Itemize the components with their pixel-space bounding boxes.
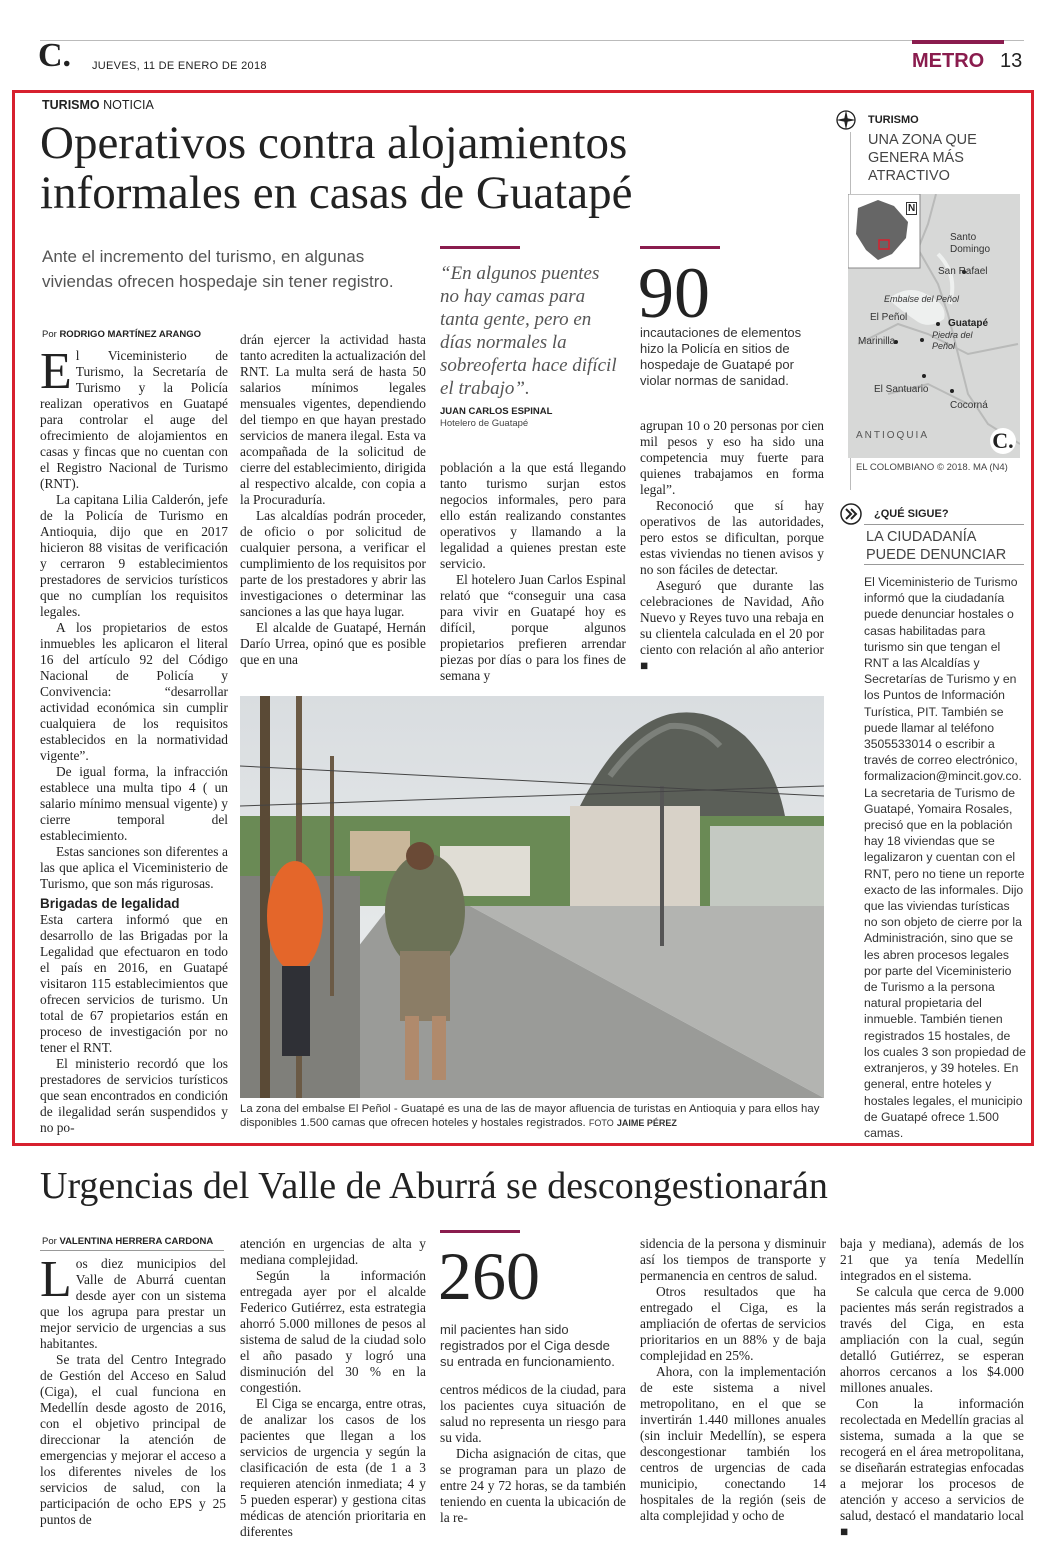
stat-number: 90 [638, 253, 710, 333]
paragraph: Según la información entregada ayer por el alcalde Federico Gutiérrez, esta estrategia ahorró 5.000 millones de pesos al sistema de salud de la ciudad solo el año pasado y logró una disminución del 30 % en la congestión. [240, 1268, 426, 1395]
map-kicker: TURISMO [868, 114, 919, 126]
map-label-antioquia: ANTIOQUIA [856, 430, 930, 441]
paragraph: El hotelero Juan Carlos Espinal relató que “conseguir una casa para vivir en Guatapé hoy es difícil, porque algunos propietarios prefieren arrendar piezas por días o para los fines de semana y [440, 572, 626, 683]
map-label-embalse: Embalse del Peñol [884, 294, 960, 304]
map-label-marinilla: Marinilla [858, 336, 896, 347]
next-body-paragraph-2: La secretaria de Turismo de Guatapé, Yomaira Rosales, precisó que en la población hay 18 viviendas que se legalizaron y cuentan con el RNT, pero no tiene un reporte exacto de las informales. Dijo que las viviendas turísticas no son objeto de cierre por la Administración, sino que se les abren procesos legales por parte del Viceministerio de Turismo a la persona natural propietaria del inmueble. También tienen registrados 15 hostales, de los cuales 3 son propiedad de extranjeros, y 39 hoteles. En general, entre hoteles y hostales legales, el municipio de Guatapé ofrece 1.500 camas. [864, 785, 1026, 1140]
paragraph: El Viceministerio de Turismo, la Secretaría de Turismo y la Policía realizan operativos en Guatapé para controlar el auge del ofrecimiento de alojamientos en casas y fincas que no cuentan con el Registro Nacional de Turismo (RNT). [40, 343, 228, 491]
stat-rule [440, 1230, 520, 1233]
paragraph: El Ciga se encarga, entre otras, de analizar los casos de los pacientes que llegan a los servicios de urgencia y según la clasificación de esta (de 1 a 3 requieren atención inmediata; 4 y 5 pueden esperar) y gestiona citas médicas de atención prioritaria en diferentes [240, 1396, 426, 1539]
paragraph: Ahora, con la implementación de este sistema a nivel metropolitano, en el que se invertirán 1.440 millones anuales (sin incluir Medellín), se espera descongestionar también los centros de urgencias de cada municipio, conectando 14 hospitales de la región (seis de alta complejidad y ocho de [640, 1364, 826, 1523]
compass-icon [834, 108, 858, 132]
article-2-stat-text: mil pacientes han sido registrados por el Ciga desde su entrada en funcionamiento. [440, 1322, 615, 1369]
map-north-label: N [908, 203, 916, 214]
next-body [864, 574, 1026, 1141]
paragraph: Reconoció que sí hay operativos de las autoridades, pero estos se dificultan, porque estas viviendas no tienen avisos y no son fáciles de detectar. [640, 498, 824, 577]
article-2-headline: Urgencias del Valle de Aburrá se descongestionarán [40, 1165, 828, 1207]
article-2-column-5 [840, 1236, 1024, 1540]
next-title: LA CIUDADANÍA PUEDE DENUNCIAR [866, 529, 1007, 563]
next-rule [864, 524, 1024, 525]
quote-attribution-role: Hotelero de Guatapé [440, 418, 529, 429]
article-column-4 [640, 418, 824, 674]
drop-cap: E [40, 343, 72, 400]
kicker-section: TURISMO [42, 98, 100, 112]
stat-rule [640, 246, 720, 249]
article-2-stat-number: 260 [438, 1238, 540, 1314]
page-number: 13 [1000, 50, 1023, 72]
map-label-cocorna: Cocorná [950, 400, 988, 411]
header-top-rule [40, 40, 1024, 41]
paragraph: Las alcaldías podrán proceder, de oficio o por solicitud de cualquier persona, a verificar el cumplimiento de los requisitos por parte de los prestadores y abrir las investigaciones o determinar las sanciones a las que haya lugar. [240, 508, 426, 619]
byline-name: RODRIGO MARTÍNEZ ARANGO [59, 329, 202, 340]
article-column-1 [40, 343, 228, 1138]
masthead-logo: C. [38, 37, 72, 74]
section-name: METRO [912, 50, 985, 72]
article-column-3 [440, 460, 626, 684]
paragraph: sidencia de la persona y disminuir así los tiempos de transporte y permanencia en centros de salud. [640, 1236, 826, 1283]
section-tab-bar [912, 40, 1004, 44]
article-2-column-2 [240, 1236, 426, 1540]
map-label-san-rafael: San Rafael [938, 266, 988, 277]
paragraph: El alcalde de Guatapé, Hernán Darío Urrea, opinó que es posible que en una [240, 620, 426, 667]
paragraph: Se trata del Centro Integrado de Gestión del Acceso en Salud (Ciga), el cual funciona en Medellín desde agosto de 2016, con el objetivo principal de direccionar la atención de emergencias y mejorar el acceso a los diferentes niveles de los servicios de salud, con la participación de ocho EPS y 25 puntos de [40, 1352, 226, 1527]
paragraph: atención en urgencias de alta y mediana complejidad. [240, 1236, 426, 1267]
photo-credit: JAIME PÉREZ [616, 1118, 677, 1128]
paragraph: Aseguró que durante las celebraciones de Navidad, Año Nuevo y Reyes tuvo una rebaja en su clientela calculada en el 20 por ciento con relación al año anterior ■ [640, 578, 824, 673]
caption-text: La zona del embalse El Peñol - Guatapé es una de las de mayor afluencia de turistas en Antioquia y para ellos hay disponibles 1.500 camas que ofrecen hoteles y hostales registrados. [240, 1103, 820, 1129]
next-kicker: ¿QUÉ SIGUE? [874, 508, 949, 520]
paragraph: agrupan 10 o 20 personas por cien mil pesos y eso ha sido una competencia muy fuerte para quienes trabajamos en forma legal”. [640, 418, 824, 497]
byline-prefix: Por [42, 1236, 57, 1247]
paragraph: De igual forma, la infracción establece una multa tipo 4 ( un salario mínimo mensual vigente) y cierre temporal del establecimiento. [40, 764, 228, 843]
article-headline [40, 118, 800, 218]
stat-text: incautaciones de elementos hizo la Policía en sitios de hospedaje de Guatapé por violar normas de sanidad. [640, 325, 802, 388]
photo-illustration [240, 696, 824, 1098]
next-steps-box [840, 500, 1026, 1140]
paragraph: Se calcula que cerca de 9.000 pacientes más serán registrados a través del Ciga, en esta ampliación con la cual, según detalló Gutiérrez, se esperan ahorros cercanos a los $4.000 millones anuales. [840, 1284, 1024, 1395]
subhead: Brigadas de legalidad [40, 896, 180, 911]
map-sidebar [834, 104, 1024, 486]
paragraph: población a la que está llegando tanto turismo surjan estos negocios informales, pero para ello están realizando constantes operativos y llamando a la legalidad a quienes prestan este servicio. [440, 460, 626, 571]
paragraph: Estas sanciones son diferentes a las que aplica el Viceministerio de Turismo, que son más rigurosas. [40, 844, 228, 891]
map-label-santo-domingo: Santo Domingo [950, 232, 991, 255]
photo-caption [240, 1102, 824, 1130]
article-2-byline [42, 1236, 213, 1247]
article-2-column-1 [40, 1251, 226, 1528]
map-label-el-santuario: El Santuario [874, 384, 929, 395]
map-label-el-penol: El Peñol [870, 312, 908, 323]
article-2-column-4 [640, 1236, 826, 1524]
paragraph: Dicha asignación de citas, que se programan para un plazo de entre 24 y 72 horas, se da también teniendo en cuenta la ubicación de la re- [440, 1446, 626, 1525]
paragraph: Otros resultados que ha entregado el Ciga, es la ampliación de ofertas de servicios prioritarios en un 88% y de baja complejidad en 25%. [640, 1284, 826, 1363]
map-graphic [848, 194, 1020, 458]
quote-rule [440, 246, 520, 249]
paragraph: centros médicos de la ciudad, para los pacientes cuya situación de salud no representa un riesgo para su vida. [440, 1382, 626, 1445]
article-kicker [42, 98, 154, 112]
paragraph: El ministerio recordó que los prestadores de servicios turísticos que sean encontrados en condición de ilegalidad serán suspendidos y no po- [40, 1056, 228, 1135]
article-deck: Ante el incremento del turismo, en algunas viviendas ofrecen hospedaje sin tener registro. [42, 247, 394, 291]
page-header [0, 0, 1064, 80]
issue-date: JUEVES, 11 DE ENERO DE 2018 [92, 60, 267, 72]
byline [42, 329, 201, 340]
map-credit: EL COLOMBIANO © 2018. MA (N4) [856, 462, 1008, 473]
map-label-guatape: Guatapé [948, 318, 989, 329]
quote-attribution-name: JUAN CARLOS ESPINAL [440, 406, 553, 417]
article-column-2 [240, 332, 426, 668]
byline-prefix: Por [42, 329, 57, 340]
paragraph: drán ejercer la actividad hasta tanto acrediten la actualización del RNT. La multa será de hasta 50 salarios mínimos legales mensuales vigentes, dependiendo del tiempo en que hayan prestado servicios de manera ilegal. Esta va acompañada de la solicitud de cierre del establecimiento, dirigida al respectivo alcalde, con copia a la Procuraduría. [240, 332, 426, 507]
headline-line-2: informales en casas de Guatapé [40, 167, 633, 219]
map-logo: C. [990, 428, 1016, 454]
paragraph: La capitana Lilia Calderón, jefe de la Policía de Turismo en Antioquia, dijo que en 2017 hicieron 88 visitas de verificación y cerraron 9 establecimientos prestadores de servicios turísticos que no cumplían los requisitos legales. [40, 492, 228, 619]
paragraph: A los propietarios de estos inmuebles les aplicaron el literal 16 del artículo 92 del Código Nacional de Policía y Convivencia: “desarrollar actividad económica sin cumplir cualquiera de los requisitos establecidos en la normatividad vigente”. [40, 620, 228, 763]
paragraph: Los diez municipios del Valle de Aburrá cuentan desde ayer con un sistema que los agrupa para prestar un mejor servicio de urgencias a sus habitantes. [40, 1251, 226, 1351]
section-tab [908, 40, 1024, 78]
next-rule-2 [864, 564, 1024, 565]
article-2-column-3 [440, 1382, 626, 1526]
headline-line-1: Operativos contra alojamientos [40, 117, 628, 169]
double-chevron-icon [840, 503, 862, 525]
map-label-piedra: Piedra del Peñol [932, 330, 973, 351]
paragraph: baja y mediana), además de los 21 que ya tenía Medellín integrados en el sistema. [840, 1236, 1024, 1283]
paragraph: Con la información recolectada en Medellín gracias al sistema, sumada a la que se recogerá en el área metropolitana, se diseñarán estrategias enfocadas a mejorar los procesos de atención y acceso a servicios de salud, destacó el mandatario local ■ [840, 1396, 1024, 1539]
article-photo [240, 696, 824, 1098]
photo-credit-label: FOTO [588, 1118, 614, 1128]
drop-cap: L [40, 1251, 72, 1308]
byline-name: VALENTINA HERRERA CARDONA [59, 1236, 214, 1247]
map-title: UNA ZONA QUE GENERA MÁS ATRACTIVO [868, 132, 977, 184]
paragraph: Esta cartera informó que en desarrollo de las Brigadas por la Legalidad que efectuaron en todo el país en 2016, en Guatapé visitaron 115 establecimientos que ofrecen servicios de turismo. Un total de 67 propietarios están en proceso de investigación por no tener el RNT. [40, 912, 228, 1055]
kicker-type: NOTICIA [103, 98, 154, 112]
pull-quote: “En algunos puentes no hay camas para tanta gente, pero en días normales la sobreoferta hace difícil el trabajo”. [440, 263, 617, 399]
next-body-paragraph-1: El Viceministerio de Turismo informó que la ciudadanía puede denunciar hostales o casas habilitadas para turismo sin que tengan el RNT a las Alcaldías y Secretarías de Turismo y en los Puntos de Información Turística, PIT. También se puede llamar al teléfono 3505533014 o escribir a través de correo electrónico, formalizacion@mincit.gov.co. [864, 575, 1022, 784]
